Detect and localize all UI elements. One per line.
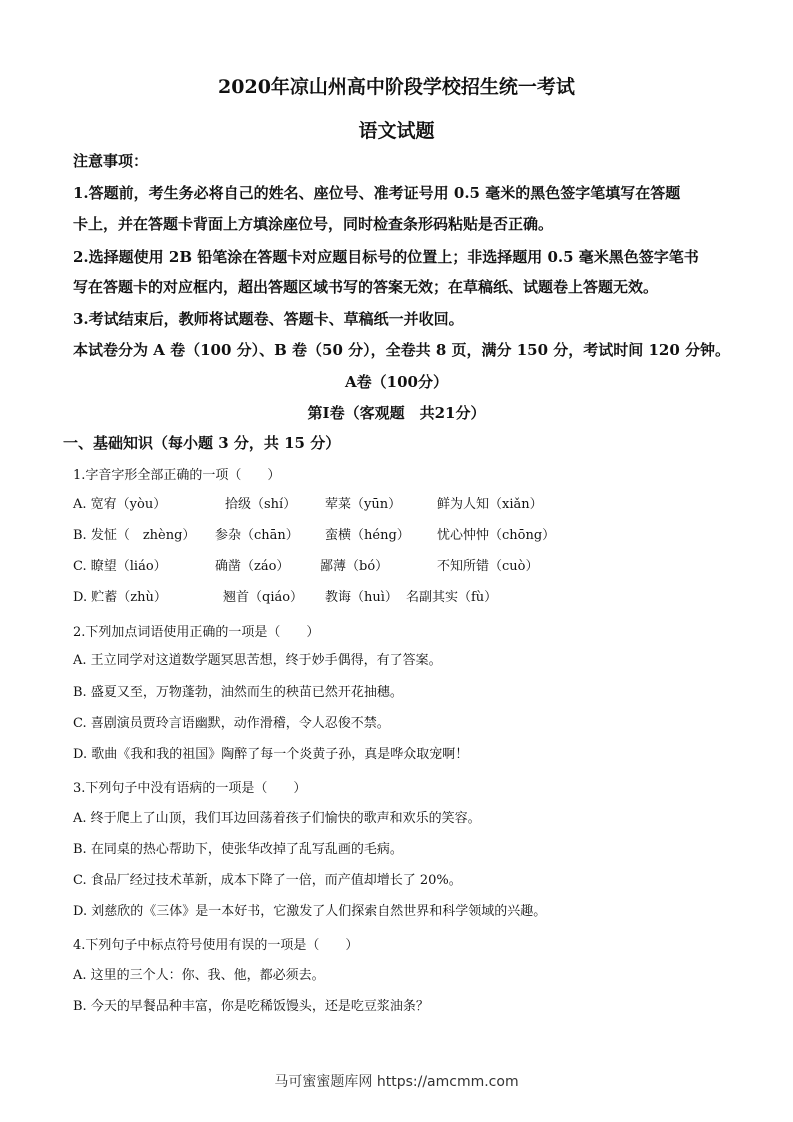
question-3-stem: 3.下列句子中没有语病的一项是（ ） [73, 781, 307, 796]
question-1-option-row [73, 555, 733, 575]
question-1-option-row [73, 524, 733, 544]
question-1-option-row [73, 493, 733, 513]
option-item: C. 瞭望（liáo） [73, 559, 167, 574]
option-item: 鲜为人知（xiǎn） [437, 497, 543, 512]
option-item: 教诲（huì） [325, 590, 398, 605]
question-1-stem: 1.字音字形全部正确的一项（ ） [73, 468, 281, 483]
notice-line: 写在答题卡的对应框内，超出答题区域书写的答案无效；在草稿纸、试题卷上答题无效。 [73, 278, 659, 296]
option-item: 不知所错（cuò） [437, 559, 539, 574]
option-item: 参杂（chān） [215, 528, 299, 543]
footer-watermark: 马可蜜蜜题库网 https://amcmm.com [274, 1074, 519, 1090]
option-item: 名副其实（fù） [406, 590, 498, 605]
notice-line: 2.选择题使用 2B 铅笔涂在答题卡对应题目标号的位置上；非选择题用 0.5 毫米黑色签字笔书 [73, 248, 699, 266]
notice-line: 卡上，并在答题卡背面上方填涂座位号，同时检查条形码粘贴是否正确。 [73, 215, 554, 233]
option-item: B. 发怔（ zhèng） [73, 528, 196, 543]
option-item: 忧心忡忡（chōng） [437, 528, 556, 543]
option-item: 翘首（qiáo） [223, 590, 304, 605]
notice-line: 本试卷分为 A 卷（100 分）、B 卷（50 分），全卷共 8 页，满分 150 分，考试时间 120 分钟。 [73, 341, 731, 359]
section-heading: 一、基础知识（每小题 3 分，共 15 分） [63, 434, 341, 452]
exam-title: 2020年凉山州高中阶段学校招生统一考试 [218, 76, 575, 98]
notice-line: 3.考试结束后，教师将试题卷、答题卡、草稿纸一并收回。 [73, 310, 464, 328]
question-2-stem: 2.下列加点词语使用正确的一项是（ ） [73, 625, 320, 640]
question-3-option: B. 在同桌的热心帮助下，使张华改掉了乱写乱画的毛病。 [73, 842, 403, 857]
question-3-option: C. 食品厂经过技术革新，成本下降了一倍，而产值却增长了 20%。 [73, 873, 462, 888]
option-item: 拾级（shí） [225, 497, 297, 512]
option-item: A. 宽宥（yòu） [73, 497, 167, 512]
part-i-heading: 第Ⅰ卷（客观题 共21分） [307, 404, 486, 422]
exam-subject: 语文试题 [358, 120, 435, 142]
option-item: 鄙薄（bó） [320, 559, 389, 574]
notice-line: 1.答题前，考生务必将自己的姓名、座位号、准考证号用 0.5 毫米的黑色签字笔填写在答题 [73, 184, 681, 202]
question-2-option: A. 王立同学对这道数学题冥思苦想，终于妙手偶得，有了答案。 [73, 653, 442, 668]
part-a-heading: A卷（100分） [345, 373, 448, 391]
question-4-option: A. 这里的三个人：你、我、他，都必须去。 [73, 968, 325, 983]
option-item: D. 贮蓄（zhù） [73, 590, 167, 605]
option-item: 蛮横（héng） [325, 528, 410, 543]
question-3-option: D. 刘慈欣的《三体》是一本好书，它激发了人们探索自然世界和科学领域的兴趣。 [73, 904, 547, 919]
question-1-option-row [73, 586, 733, 606]
question-3-option: A. 终于爬上了山顶，我们耳边回荡着孩子们愉快的歌声和欢乐的笑容。 [73, 811, 481, 826]
question-4-option: B. 今天的早餐品种丰富，你是吃稀饭馒头，还是吃豆浆油条？ [73, 999, 429, 1014]
question-2-option: C. 喜剧演员贾玲言语幽默，动作滑稽，令人忍俊不禁。 [73, 716, 390, 731]
option-item: 荤菜（yūn） [325, 497, 402, 512]
question-4-stem: 4.下列句子中标点符号使用有误的一项是（ ） [73, 938, 359, 953]
question-2-option: D. 歌曲《我和我的祖国》陶醉了每一个炎黄子孙，真是哗众取宠啊！ [73, 747, 469, 762]
notice-heading: 注意事项： [73, 152, 149, 170]
option-item: 确凿（záo） [215, 559, 290, 574]
question-2-option: B. 盛夏又至，万物蓬勃，油然而生的秧苗已然开花抽穗。 [73, 685, 403, 700]
